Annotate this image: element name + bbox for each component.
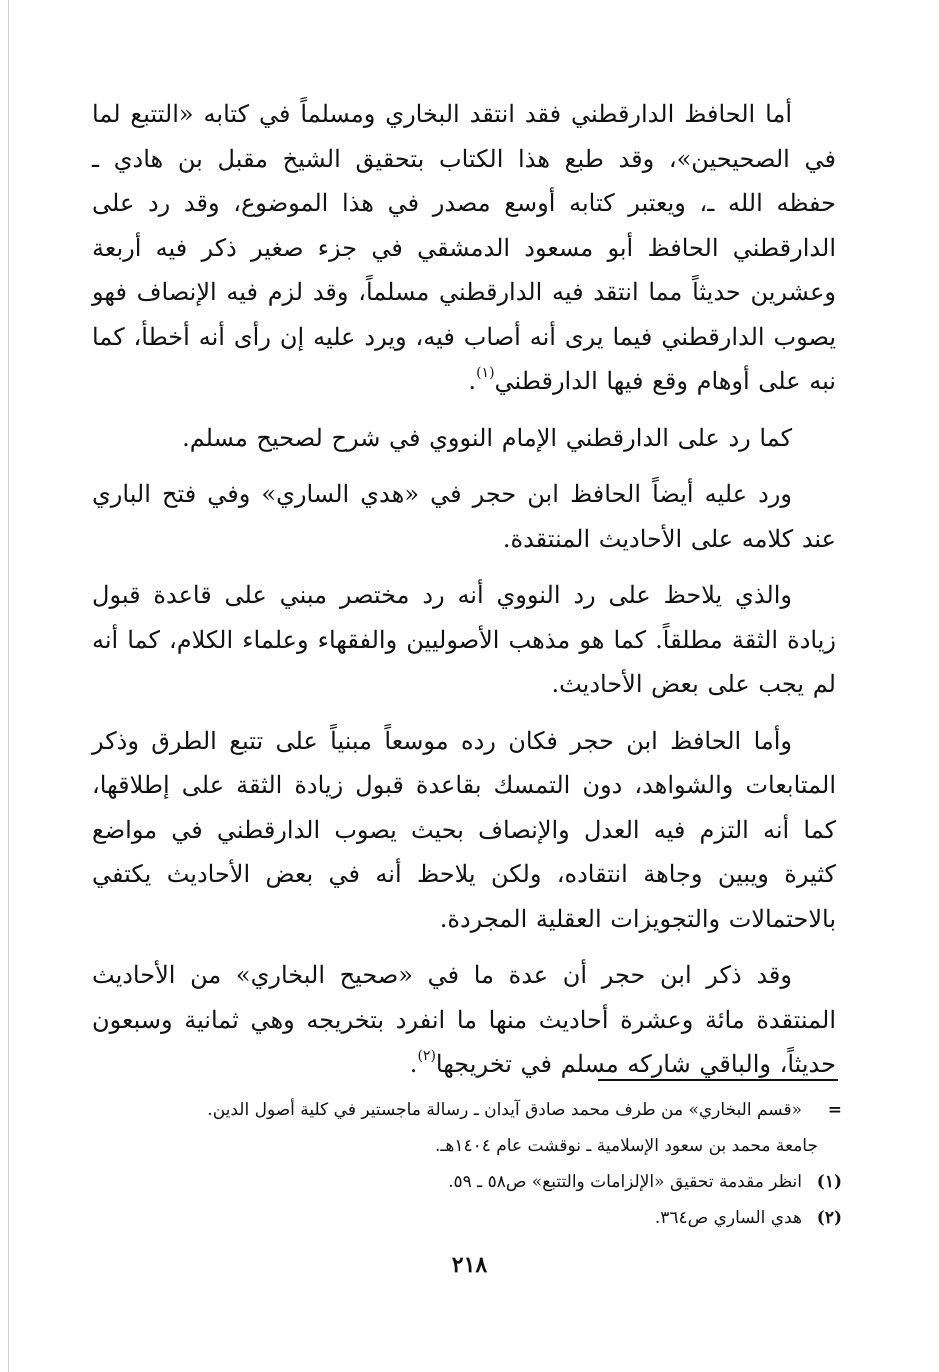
paragraph-3: ورد عليه أيضاً الحافظ ابن حجر في «هدي الساري» وفي فتح الباري عند كلامه على الأحاديث المنتقدة. [92,480,836,553]
footnotes [92,1092,842,1236]
footnote-1-text: انظر مقدمة تحقيق «الإلزامات والتتبع» ص٥٨ ـ ٥٩. [448,1172,802,1192]
paragraph-4: والذي يلاحظ على رد النووي أنه رد مختصر مبني على قاعدة قبول زيادة الثقة مطلقاً. كما هو مذهب الأصوليين والفقهاء وعلماء الكلام، كما أنه لم يجب على بعض الأحاديث. [92,581,836,698]
paragraph-5: وأما الحافظ ابن حجر فكان رده موسعاً مبنياً على تتبع الطرق وذكر المتابعات والشواهد، دون التمسك بقاعدة قبول زيادة الثقة على إطلاقها، كما أنه التزم فيه العدل والإنصاف بحيث يصوب الدارقطني في مواضع كثيرة ويبين وجاهة انتقاده، ولكن يلاحظ أنه في بعض الأحاديث يكتفي بالاحتمالات والتجويزات العقلية المجردة. [92,726,836,933]
paragraph-1-text: أما الحافظ الدارقطني فقد انتقد البخاري ومسلماً في كتابه «التتبع لما في الصحيحين»، وقد طبع هذا الكتاب بتحقيق الشيخ مقبل بن هادي ـ حفظه الله ـ، ويعتبر كتابه أوسع مصدر في هذا الموضوع، وقد رد على الدارقطني الحافظ أبو مسعود الدمشقي في جزء صغير ذكر فيه أربعة وعشرين حديثاً مما انتقد فيه الدارقطني مسلماً، وقد لزم فيه الإنصاف فهو يصوب الدارقطني فيما يرى أنه أصاب فيه، ويرد عليه إن رأى أنه أخطأ، كما نبه على أوهام وقع فيها الدارقطني [92,100,836,395]
footnote-continuation-2 [92,1128,842,1164]
footnote-ref-1: (١) [476,365,495,381]
paragraph-6-text: وقد ذكر ابن حجر أن عدة ما في «صحيح البخاري» من الأحاديث المنتقدة مائة وعشرة أحاديث منها ما انفرد بتخريجه وهي ثمانية وسبعون حديثاً، والباقي شاركه مسلم في تخريجها [92,961,836,1078]
footnote-2 [92,1200,842,1236]
footnote-2-mark: (٢) [816,1208,842,1228]
footnote-continuation [92,1092,842,1128]
paragraph-2: كما رد على الدارقطني الإمام النووي في شرح لصحيح مسلم. [182,423,792,452]
paragraph-6-end: . [409,1050,418,1078]
page-number: ٢١٨ [451,1252,488,1278]
continuation-line-2: جامعة محمد بن سعود الإسلامية ـ نوقشت عام ١٤٠٤هـ. [434,1136,818,1156]
footnote-separator [598,1079,838,1081]
footnote-1 [92,1164,842,1200]
paragraph-1 [92,92,836,404]
scan-edge-line [8,0,9,1372]
footnote-ref-2: (٢) [417,1048,436,1064]
paragraph-1-end: . [468,367,477,395]
paragraph-6 [92,953,836,1087]
main-text [92,92,836,1087]
footnote-1-mark: (١) [816,1172,842,1192]
continuation-mark: = [827,1100,842,1120]
continuation-line-1: «قسم البخاري» من طرف محمد صادق آيدان ـ رسالة ماجستير في كلية أصول الدين. [207,1100,802,1120]
footnote-2-text: هدي الساري ص٣٦٤. [654,1208,802,1228]
